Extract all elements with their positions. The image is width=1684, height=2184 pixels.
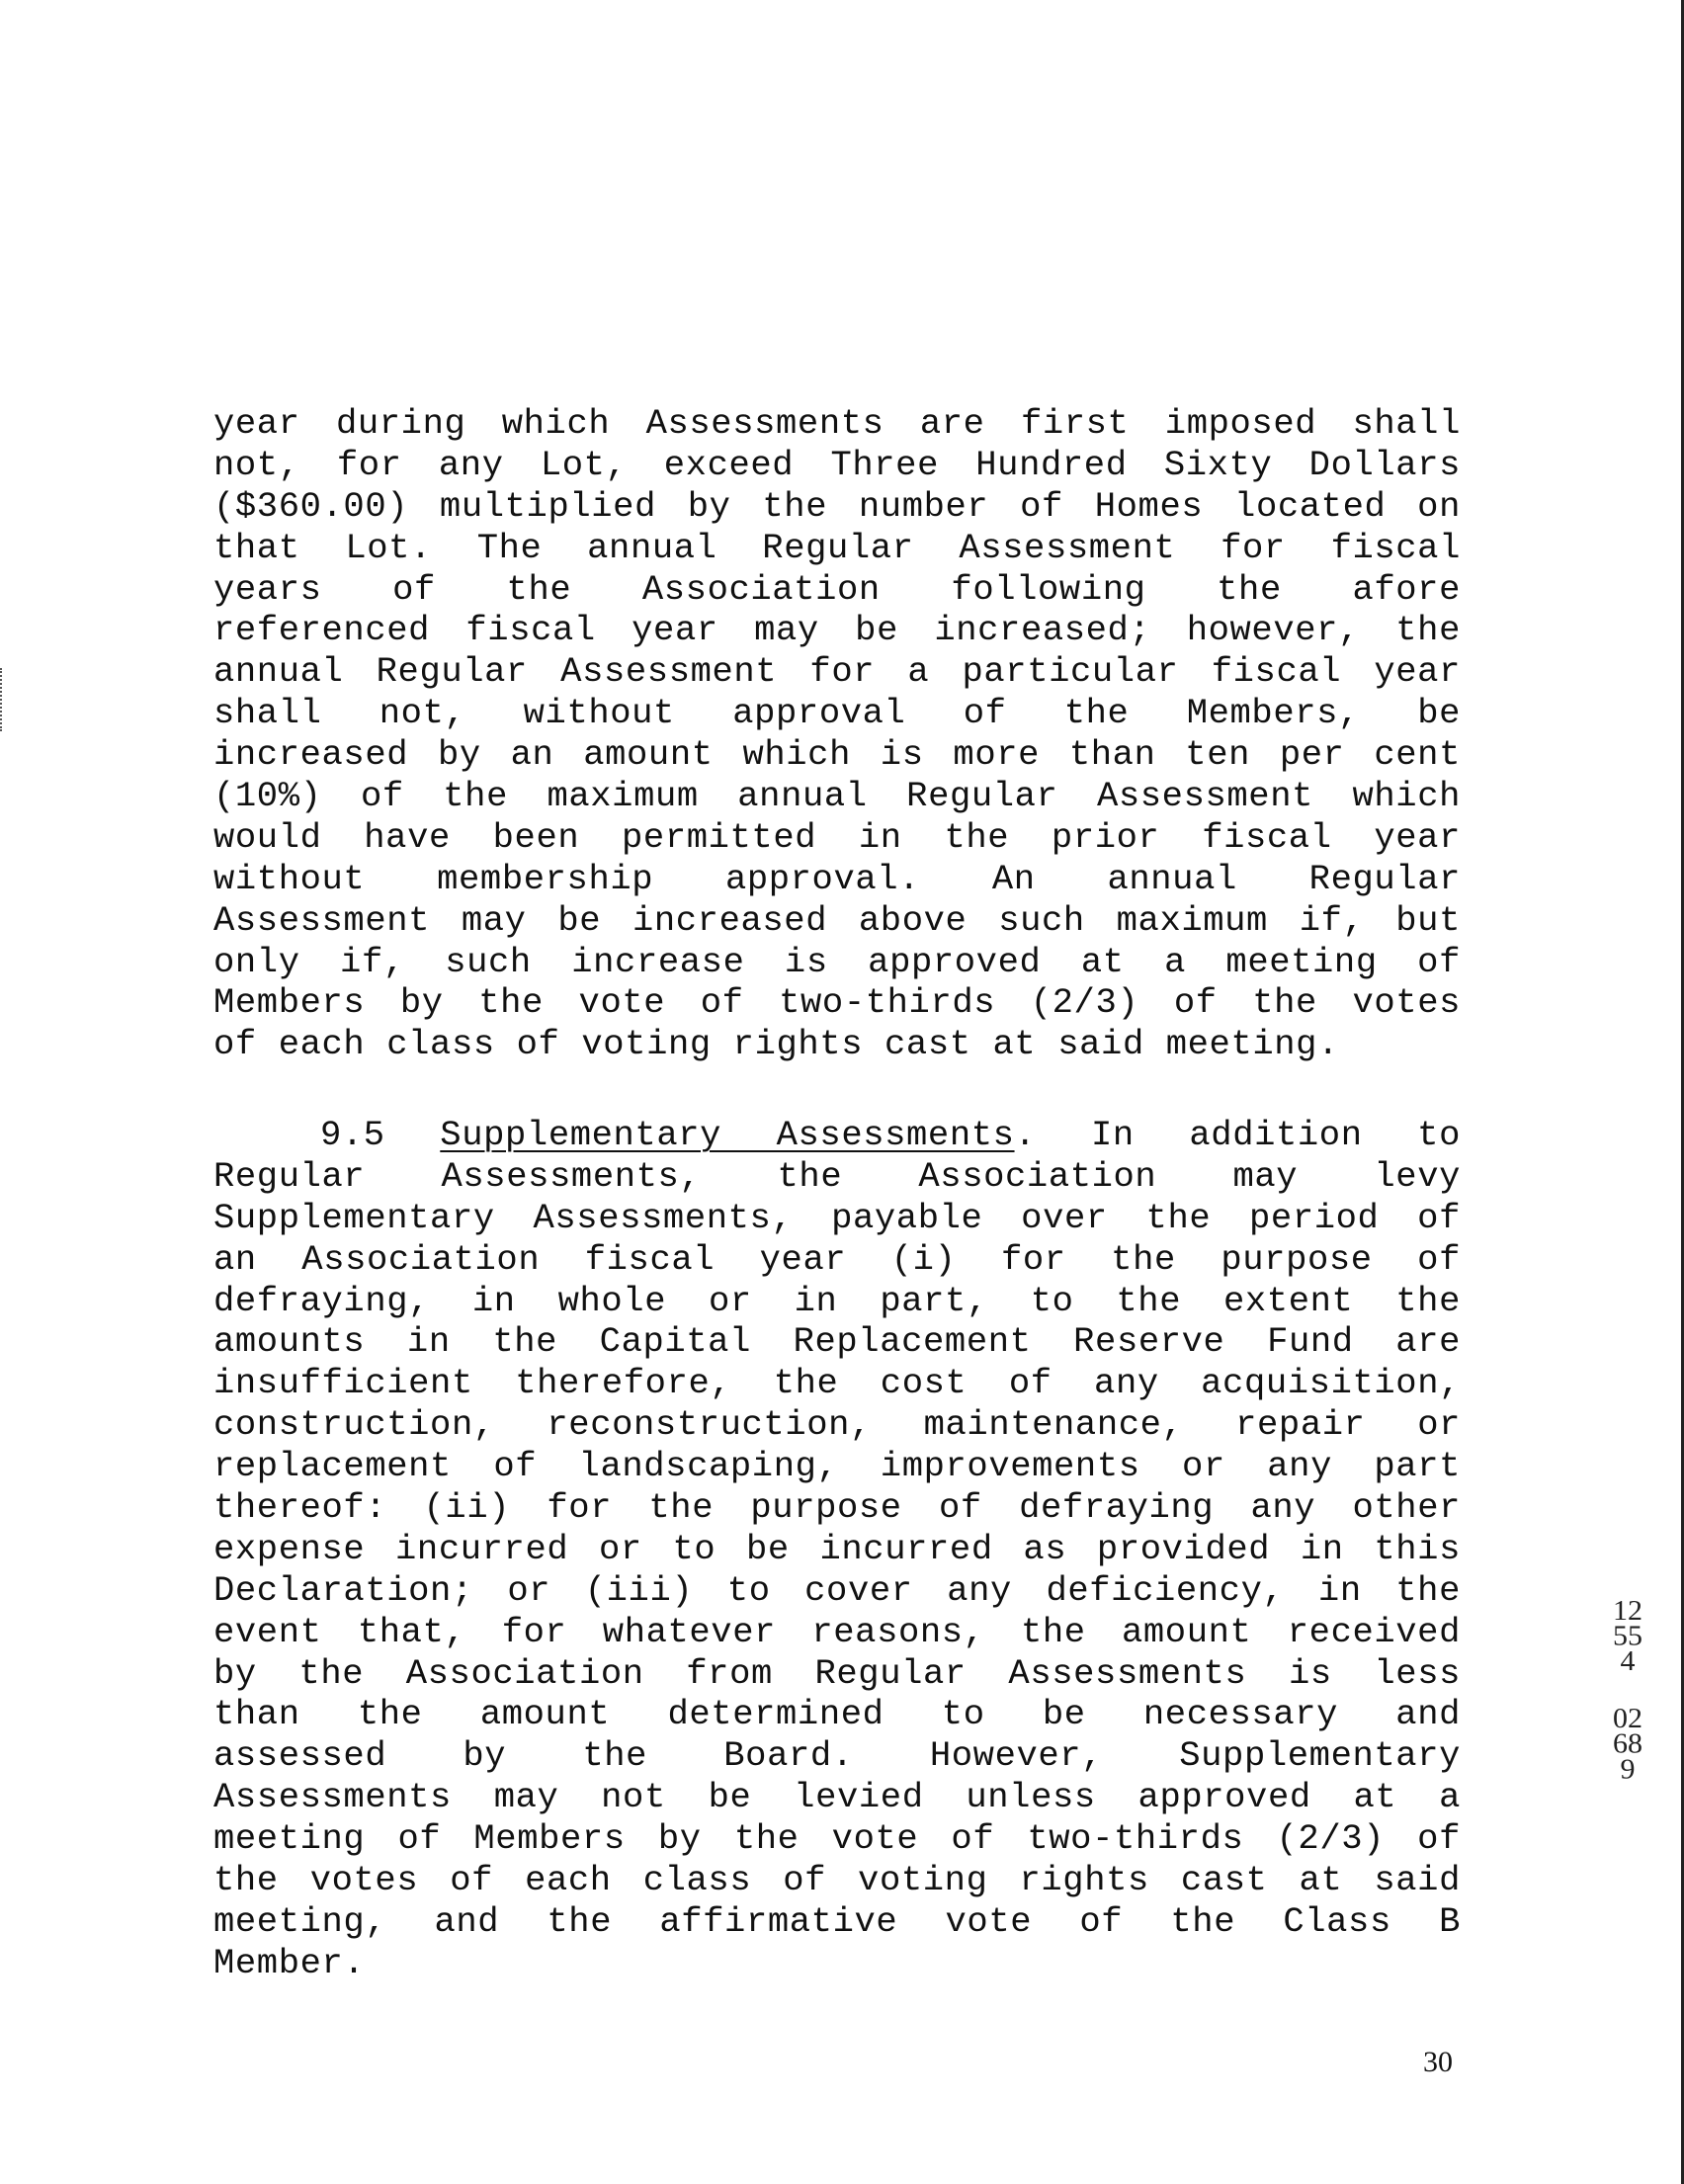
- section-heading: Supplementary Assessments: [440, 1115, 1015, 1155]
- text-line: Regular Assessments, the Association may levy: [213, 1155, 1461, 1197]
- text-line: shall not, without approval of the Members, be: [213, 693, 1461, 734]
- text-line: construction, reconstruction, maintenance, repair or: [213, 1404, 1461, 1446]
- text-line: Members by the vote of two-thirds (2/3) of the votes: [213, 982, 1461, 1024]
- text-line: not, for any Lot, exceed Three Hundred Sixty Dollars: [213, 444, 1461, 485]
- section-9-5-heading-line: [213, 1115, 1461, 1156]
- text-line: Declaration; or (iii) to cover any deficiency, in the: [213, 1569, 1461, 1611]
- page-number: 30: [1423, 2046, 1453, 2078]
- text-line: insufficient therefore, the cost of any acquisition,: [213, 1363, 1461, 1404]
- margin-code-part1: 12554: [1613, 1595, 1642, 1677]
- text-line: defraying, in whole or in part, to the extent the: [213, 1280, 1461, 1321]
- text-line: would have been permitted in the prior fiscal year: [213, 816, 1461, 858]
- text-line: thereof: (ii) for the purpose of defraying any other: [213, 1487, 1461, 1529]
- text-line: ($360.00) multiplied by the number of Homes located on: [213, 485, 1461, 527]
- text-line: amounts in the Capital Replacement Reserve Fund are: [213, 1321, 1461, 1363]
- text-line: an Association fiscal year (i) for the purpose of: [213, 1238, 1461, 1280]
- text-line: annual Regular Assessment for a particular fiscal year: [213, 651, 1461, 693]
- text-line: the votes of each class of voting rights cast at said: [213, 1860, 1461, 1901]
- text-line: than the amount determined to be necessary and: [213, 1694, 1461, 1735]
- text-line: referenced fiscal year may be increased; however, the: [213, 610, 1461, 651]
- text-line: assessed by the Board. However, Supplementary: [213, 1735, 1461, 1777]
- text-line: of each class of voting rights cast at said meeting.: [213, 1024, 1339, 1065]
- section-number: 9.5: [320, 1115, 385, 1155]
- binding-marks: [0, 668, 5, 731]
- text-line: Member.: [213, 1942, 366, 1983]
- text-line: Assessments may not be levied unless approved at a: [213, 1777, 1461, 1818]
- text-line: that Lot. The annual Regular Assessment for fiscal: [213, 527, 1461, 568]
- text-line: (10%) of the maximum annual Regular Assessment which: [213, 776, 1461, 817]
- section-heading-rest: . In addition to: [1014, 1115, 1461, 1155]
- paragraph-continued: [213, 403, 1461, 1065]
- text-line: only if, such increase is approved at a meeting of: [213, 941, 1461, 982]
- text-line: without membership approval. An annual Regular: [213, 858, 1461, 899]
- text-line: event that, for whatever reasons, the amount received: [213, 1611, 1461, 1652]
- text-line: expense incurred or to be incurred as provided in this: [213, 1528, 1461, 1569]
- text-line: Supplementary Assessments, payable over the period of: [213, 1197, 1461, 1238]
- text-line: year during which Assessments are first imposed shall: [213, 403, 1461, 444]
- text-line: years of the Association following the afore: [213, 568, 1461, 610]
- text-line: meeting of Members by the vote of two-thirds (2/3) of: [213, 1818, 1461, 1860]
- text-line: by the Association from Regular Assessments is less: [213, 1652, 1461, 1694]
- text-line: meeting, and the affirmative vote of the Class B: [213, 1900, 1461, 1942]
- text-line: replacement of landscaping, improvements or any part: [213, 1446, 1461, 1487]
- margin-document-code: [1611, 1595, 1644, 1785]
- text-line: Assessment may be increased above such maximum if, but: [213, 899, 1461, 941]
- section-9-5-supplementary-assessments: [213, 1115, 1461, 1984]
- margin-code-part2: 02689: [1613, 1703, 1642, 1785]
- text-line: increased by an amount which is more than ten per cent: [213, 734, 1461, 776]
